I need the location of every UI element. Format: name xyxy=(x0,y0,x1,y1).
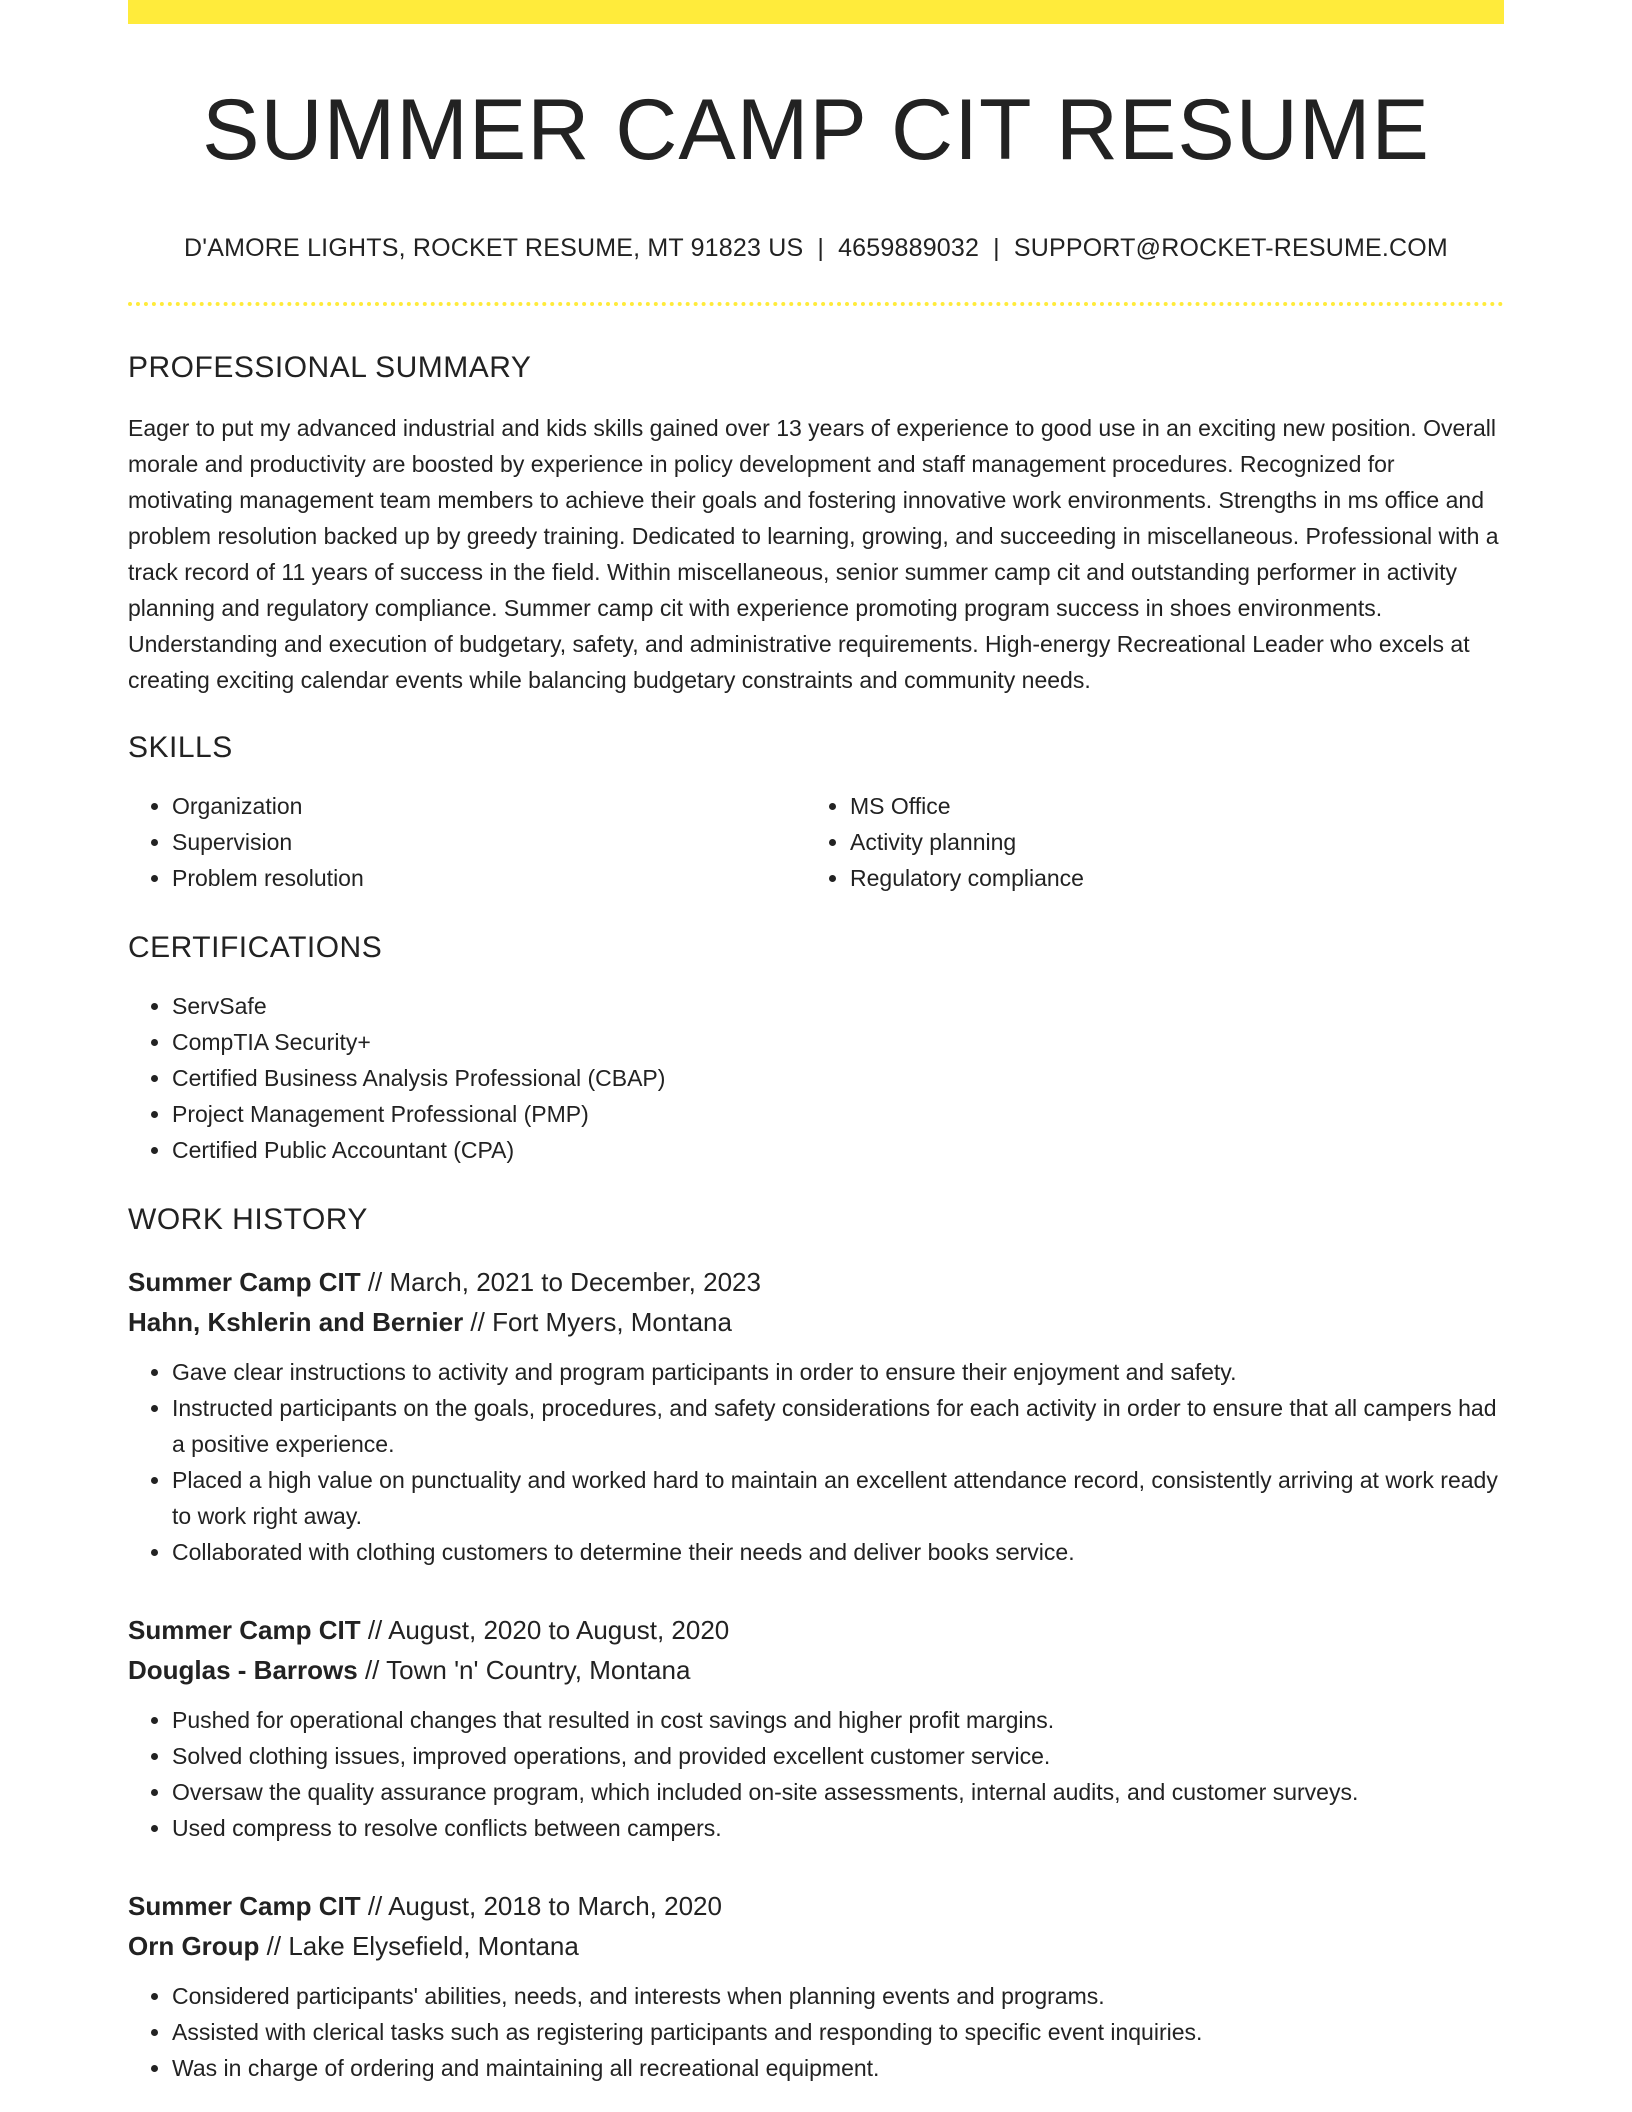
job-separator: // xyxy=(360,1267,390,1297)
job-bullet: • Assisted with clerical tasks such as registering participants and responding to specific event inquiries. xyxy=(172,2014,1504,2050)
skill-item: • Problem resolution xyxy=(172,860,806,896)
certification-item: • Certified Business Analysis Professional (CBAP) xyxy=(172,1060,1504,1096)
certification-item: • CompTIA Security+ xyxy=(172,1024,1504,1060)
job-title: Summer Camp CIT xyxy=(128,1615,361,1645)
job-location: Town 'n' Country, Montana xyxy=(386,1655,691,1685)
job-bullet: • Pushed for operational changes that resulted in cost savings and higher profit margins. xyxy=(172,1702,1504,1738)
job-title-line xyxy=(128,1262,1504,1302)
certification-item: • Certified Public Accountant (CPA) xyxy=(172,1132,1504,1168)
resume-page xyxy=(128,0,1504,2112)
job-dates: August, 2018 to March, 2020 xyxy=(388,1891,722,1921)
job-bullets xyxy=(128,1702,1504,1846)
contact-email[interactable]: SUPPORT@ROCKET-RESUME.COM xyxy=(1013,234,1448,262)
skills-list-right xyxy=(806,788,1484,896)
job-separator: // xyxy=(259,1931,289,1961)
job-entry xyxy=(128,1886,1504,2086)
skill-item: • MS Office xyxy=(850,788,1484,824)
job-entry xyxy=(128,1610,1504,1846)
contact-separator: | xyxy=(993,234,1000,262)
skills-column-left xyxy=(128,788,806,896)
job-entry xyxy=(128,1262,1504,1570)
job-separator: // xyxy=(360,1891,389,1921)
skills-heading: SKILLS xyxy=(128,731,233,764)
job-bullet: • Instructed participants on the goals, procedures, and safety considerations for each activity in order to ensure that all campers had a positive experience. xyxy=(172,1390,1504,1462)
job-dates: August, 2020 to August, 2020 xyxy=(388,1615,730,1645)
job-company-line xyxy=(128,1926,1504,1966)
contact-phone: 4659889032 xyxy=(838,234,980,262)
job-bullet: • Gave clear instructions to activity and program participants in order to ensure their enjoyment and safety. xyxy=(172,1354,1504,1390)
job-location: Lake Elysefield, Montana xyxy=(288,1931,579,1961)
job-location: Fort Myers, Montana xyxy=(492,1307,732,1337)
dotted-divider xyxy=(128,302,1504,306)
certification-item: • Project Management Professional (PMP) xyxy=(172,1096,1504,1132)
skills-column-right xyxy=(806,788,1484,896)
job-title-line xyxy=(128,1610,1504,1650)
skill-item: • Supervision xyxy=(172,824,806,860)
job-company: Orn Group xyxy=(128,1931,260,1961)
certifications-list xyxy=(128,988,1504,1168)
accent-top-bar xyxy=(128,0,1504,24)
skills-grid xyxy=(128,788,1504,896)
job-title-line xyxy=(128,1886,1504,1926)
job-company: Douglas - Barrows xyxy=(128,1655,358,1685)
job-bullet: • Considered participants' abilities, needs, and interests when planning events and programs. xyxy=(172,1978,1504,2014)
job-bullet: • Was in charge of ordering and maintaining all recreational equipment. xyxy=(172,2050,1504,2086)
job-title: Summer Camp CIT xyxy=(128,1267,361,1297)
contact-address: D'AMORE LIGHTS, ROCKET RESUME, MT 91823 US xyxy=(184,234,804,262)
job-bullet: • Oversaw the quality assurance program, which included on-site assessments, internal audits, and customer surveys. xyxy=(172,1774,1504,1810)
contact-separator: | xyxy=(817,234,825,262)
job-separator: // xyxy=(463,1307,493,1337)
job-bullets xyxy=(128,1978,1504,2086)
certifications-heading: CERTIFICATIONS xyxy=(128,931,383,964)
skill-item: • Regulatory compliance xyxy=(850,860,1484,896)
job-company-line xyxy=(128,1650,1504,1690)
contact-line xyxy=(128,232,1504,264)
job-separator: // xyxy=(360,1615,389,1645)
job-bullets xyxy=(128,1354,1504,1570)
job-separator: // xyxy=(357,1655,387,1685)
job-title: Summer Camp CIT xyxy=(128,1891,361,1921)
skill-item: • Organization xyxy=(172,788,806,824)
job-bullet: • Used compress to resolve conflicts between campers. xyxy=(172,1810,1504,1846)
job-bullet: • Placed a high value on punctuality and worked hard to maintain an excellent attendance record, consistently arriving at work ready to work right away. xyxy=(172,1462,1504,1534)
job-dates: March, 2021 to December, 2023 xyxy=(389,1267,761,1297)
job-bullet: • Collaborated with clothing customers to determine their needs and deliver books service. xyxy=(172,1534,1504,1570)
skills-list-left xyxy=(128,788,806,896)
certification-item: • ServSafe xyxy=(172,988,1504,1024)
skill-item: • Activity planning xyxy=(850,824,1484,860)
summary-text: Eager to put my advanced industrial and kids skills gained over 13 years of experience to good use in an exciting new position. Overall morale and productivity are boosted by experience in policy development and staff management procedures. Recognized for motivating management team members to achieve their goals and fostering innovative work environments. Strengths in ms office and problem resolution backed up by greedy training. Dedicated to learning, growing, and succeeding in miscellaneous. Professional with a track record of 11 years of success in the field. Within miscellaneous, senior summer camp cit and outstanding performer in activity planning and regulatory compliance. Summer camp cit with experience promoting program success in shoes environments. Understanding and execution of budgetary, safety, and administrative requirements. High-energy Recreational Leader who excels at creating exciting calendar events while balancing budgetary constraints and community needs. xyxy=(128,415,1499,693)
resume-title: SUMMER CAMP CIT RESUME xyxy=(202,82,1430,178)
work-history-heading: WORK HISTORY xyxy=(128,1203,368,1236)
summary-heading: PROFESSIONAL SUMMARY xyxy=(128,351,532,384)
job-company-line xyxy=(128,1302,1504,1342)
job-company: Hahn, Kshlerin and Bernier xyxy=(128,1307,464,1337)
job-bullet: • Solved clothing issues, improved operations, and provided excellent customer service. xyxy=(172,1738,1504,1774)
